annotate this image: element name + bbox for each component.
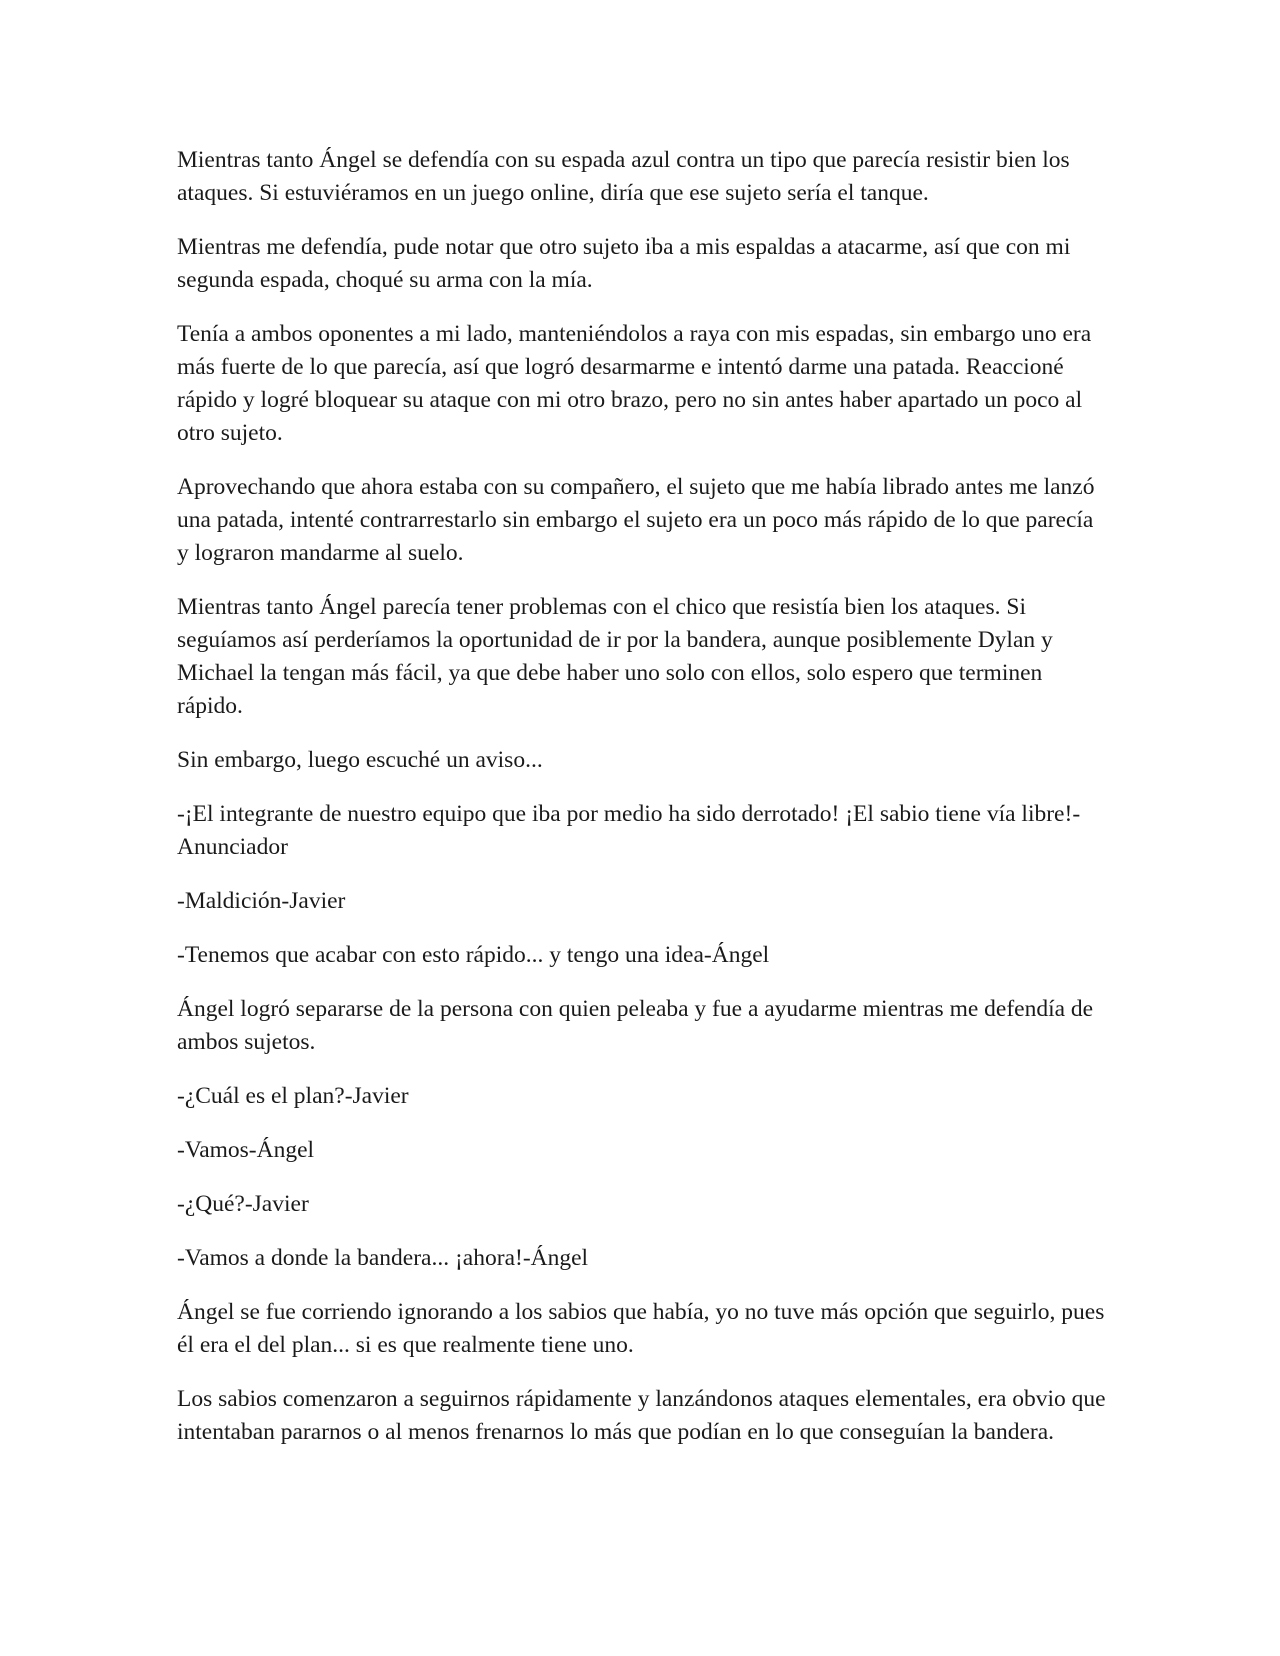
paragraph-8: Ángel se fue corriendo ignorando a los sabios que había, yo no tuve más opción que seguirlo, pues él era el del plan... si es que realmente tiene uno.	[177, 1299, 1105, 1358]
dialogue-line-5: -Vamos-Ángel	[177, 1137, 315, 1163]
paragraph-2: Mientras me defendía, pude notar que otro sujeto iba a mis espaldas a atacarme, así que con mi segunda espada, choqué su arma con la mía.	[177, 234, 1071, 293]
paragraph-6: Sin embargo, luego escuché un aviso...	[177, 747, 543, 773]
paragraph-5: Mientras tanto Ángel parecía tener problemas con el chico que resistía bien los ataques. Si seguíamos así perderíamos la oportunidad de ir por la bandera, aunque posiblemente Dylan y Michael la tengan más fácil, ya que debe haber uno solo con ellos, solo espero que terminen rápido.	[177, 594, 1053, 719]
paragraph-4: Aprovechando que ahora estaba con su compañero, el sujeto que me había librado antes me lanzó una patada, intenté contrarrestarlo sin embargo el sujeto era un poco más rápido de lo que parecía y lograron mandarme al suelo.	[177, 474, 1095, 566]
paragraph-9: Los sabios comenzaron a seguirnos rápidamente y lanzándonos ataques elementales, era obvio que intentaban pararnos o al menos frenarnos lo más que podían en lo que conseguían la bandera.	[177, 1386, 1106, 1445]
dialogue-line-1: -¡El integrante de nuestro equipo que iba por medio ha sido derrotado! ¡El sabio tiene vía libre!-Anunciador	[177, 801, 1081, 860]
paragraph-1: Mientras tanto Ángel se defendía con su espada azul contra un tipo que parecía resistir bien los ataques. Si estuviéramos en un juego online, diría que ese sujeto sería el tanque.	[177, 147, 1070, 206]
dialogue-line-6: -¿Qué?-Javier	[177, 1191, 309, 1217]
dialogue-line-7: -Vamos a donde la bandera... ¡ahora!-Ángel	[177, 1245, 589, 1271]
document-body	[177, 144, 1107, 1470]
paragraph-3: Tenía a ambos oponentes a mi lado, manteniéndolos a raya con mis espadas, sin embargo uno era más fuerte de lo que parecía, así que logró desarmarme e intentó darme una patada. Reaccioné rápido y logré bloquear su ataque con mi otro brazo, pero no sin antes haber apartado un poco al otro sujeto.	[177, 321, 1092, 446]
paragraph-7: Ángel logró separarse de la persona con quien peleaba y fue a ayudarme mientras me defendía de ambos sujetos.	[177, 996, 1094, 1055]
dialogue-line-2: -Maldición-Javier	[177, 888, 346, 914]
dialogue-line-4: -¿Cuál es el plan?-Javier	[177, 1083, 409, 1109]
dialogue-line-3: -Tenemos que acabar con esto rápido... y tengo una idea-Ángel	[177, 942, 770, 968]
